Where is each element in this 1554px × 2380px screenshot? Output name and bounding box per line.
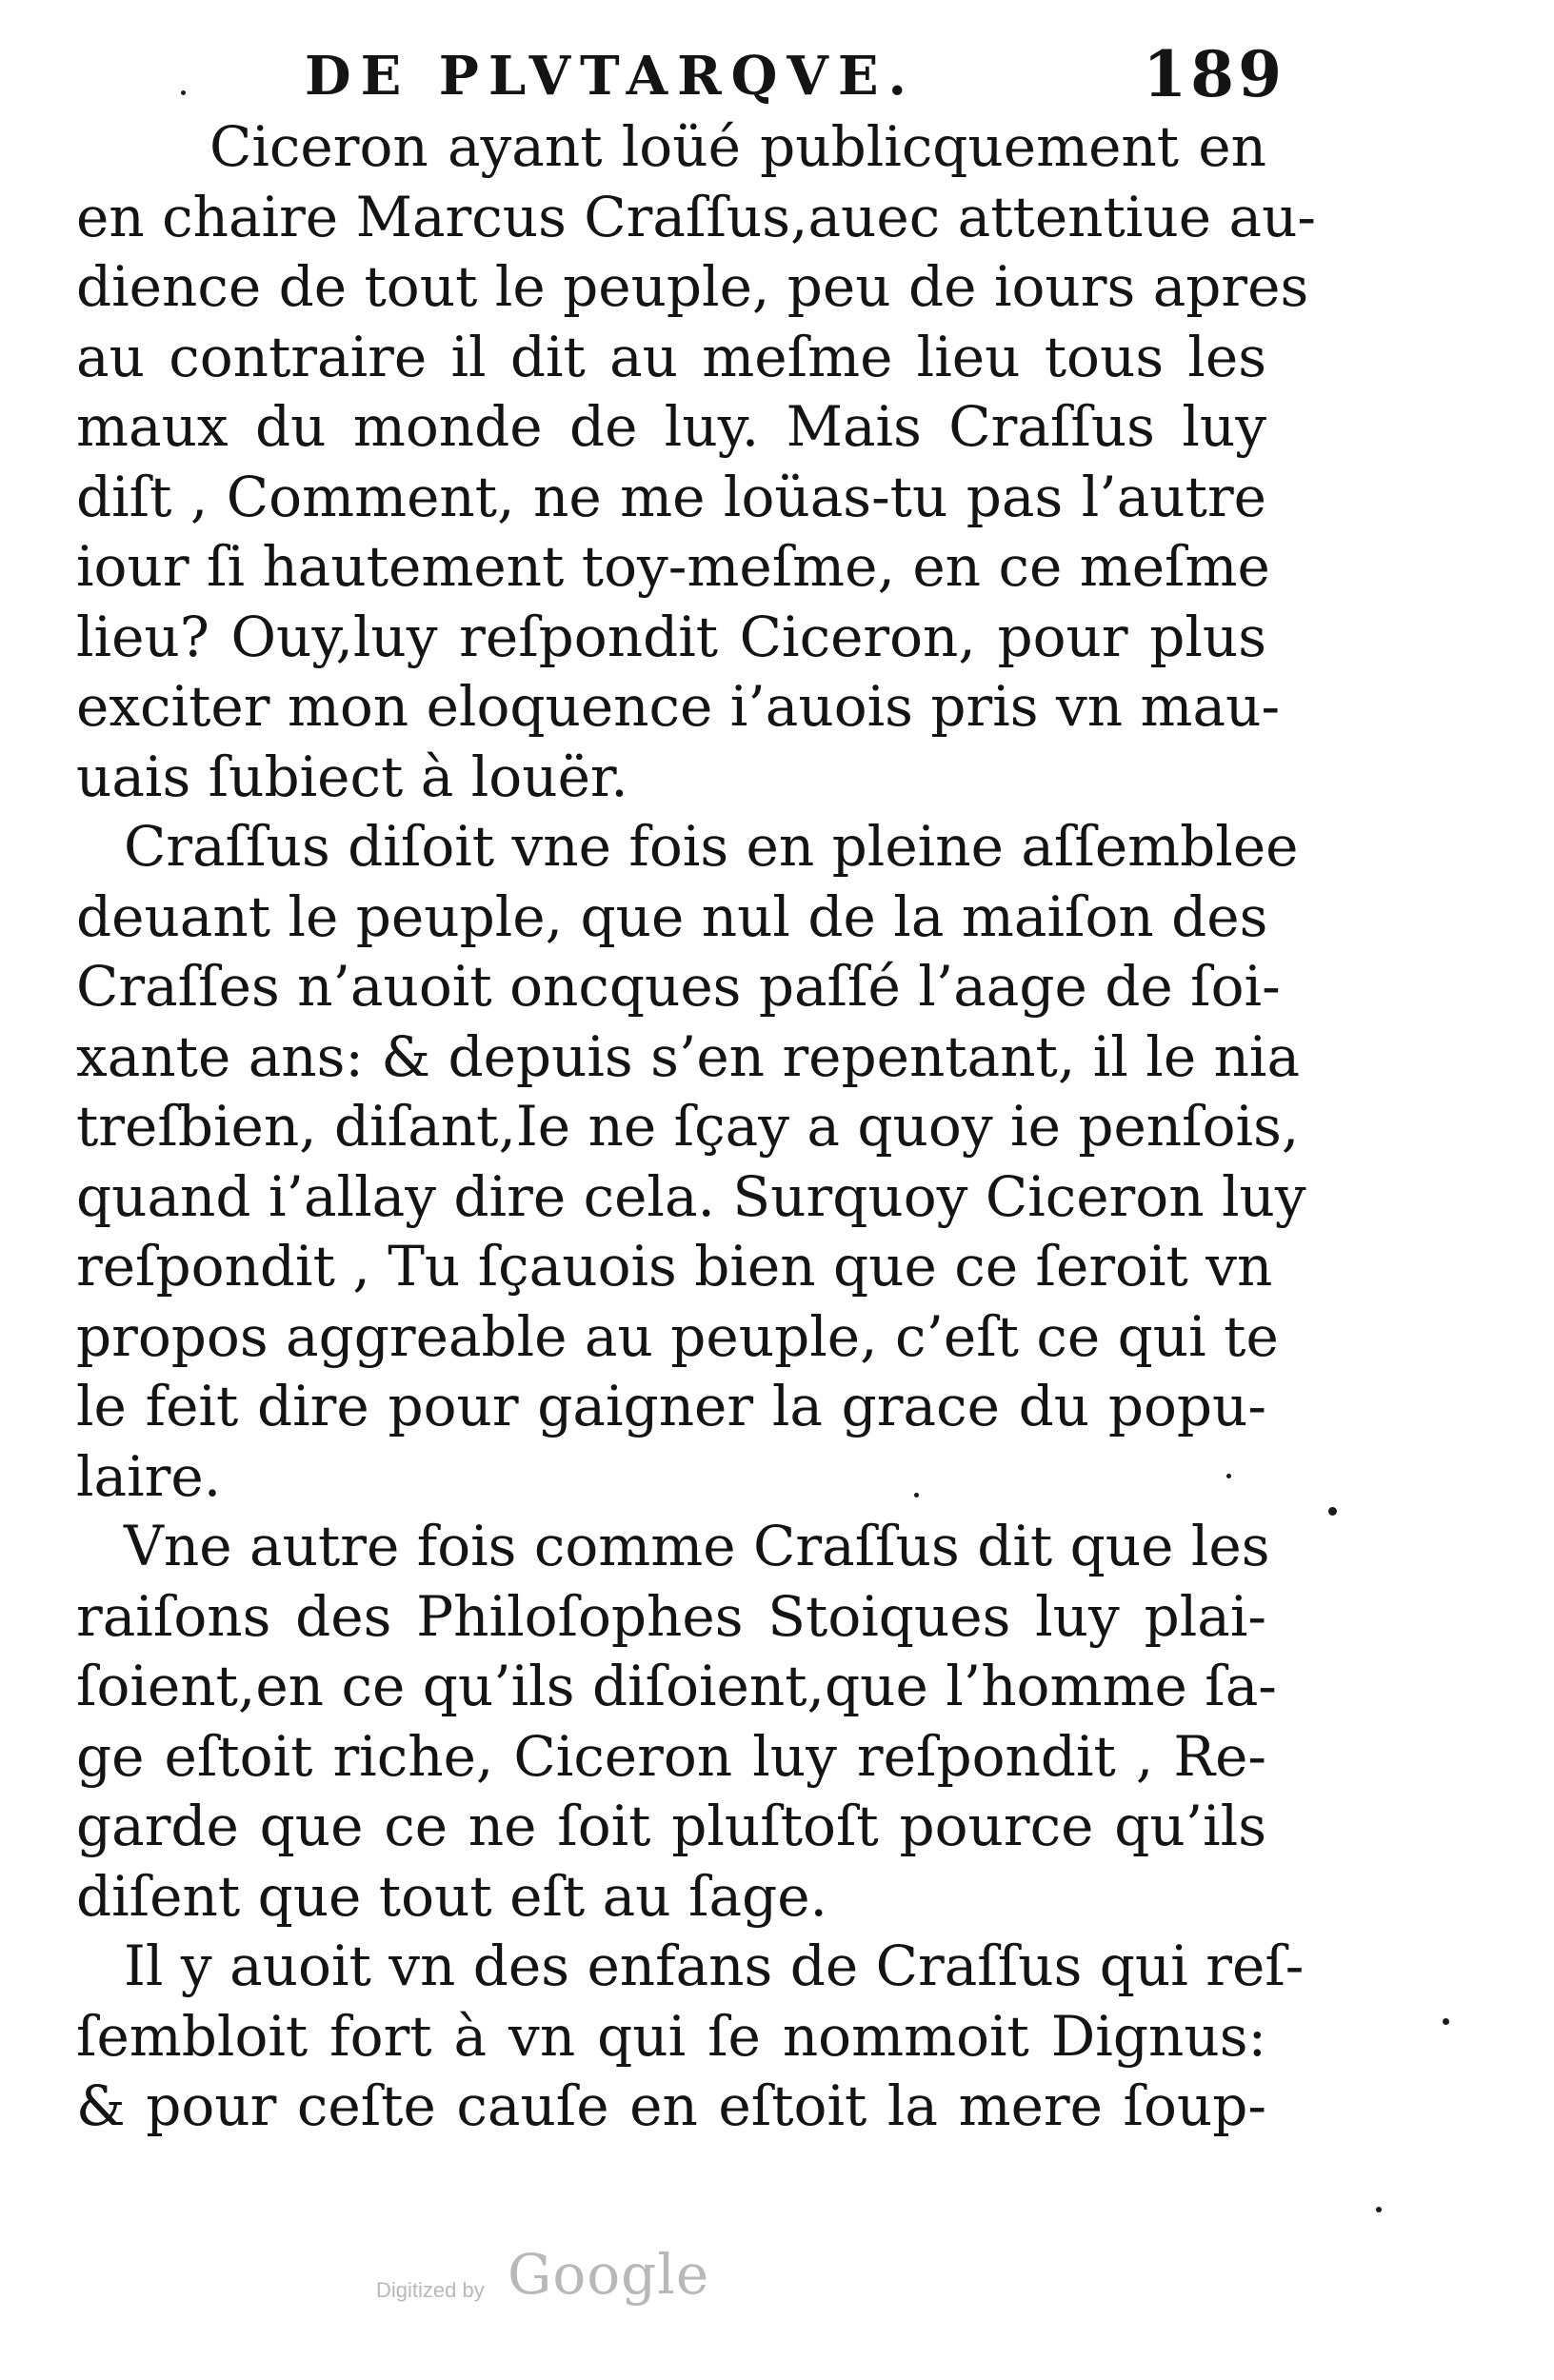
text-line: dience de tout le peuple, peu de iours apres — [76, 254, 1309, 319]
scan-speck — [181, 90, 186, 95]
text-line: Craſſes n’auoit oncques paſſé l’aage de ſoi- — [76, 954, 1281, 1019]
text-line: Craſſus diſoit vne fois en pleine aſſemblee — [124, 814, 1299, 879]
running-title: DE PLVTARQVE. — [305, 45, 917, 108]
text-line: le feit dire pour gaigner la grace du popu- — [76, 1374, 1266, 1438]
running-head — [286, 29, 1295, 114]
text-line: & pour ceſte cauſe en eſtoit la mere ſoup- — [76, 2073, 1266, 2138]
paragraph-4 — [76, 1932, 1305, 2142]
scan-speck — [1376, 2207, 1382, 2212]
text-line: Ciceron ayant loüé publicquement en — [209, 114, 1266, 179]
watermark-prefix: Digitized by — [376, 2278, 485, 2302]
text-line: laire. — [76, 1443, 222, 1509]
paragraph-1 — [76, 112, 1317, 812]
paragraph-2 — [76, 812, 1306, 1512]
text-line: ſembloit fort à vn qui ſe nommoit Dignus: — [76, 2003, 1266, 2069]
text-line: ge eſtoit riche, Ciceron luy reſpondit , Re- — [76, 1723, 1266, 1789]
text-line: maux du monde de luy. Mais Craſſus luy — [76, 394, 1266, 459]
text-line: au contraire il dit au meſme lieu tous les — [76, 324, 1266, 389]
text-line: Il y auoit vn des enfans de Craſſus qui reſ- — [124, 1934, 1305, 1998]
text-line: diſt , Comment, ne me loüas-tu pas l’autre — [76, 464, 1266, 529]
text-line: quand i’allay dire cela. Surquoy Ciceron luy — [76, 1163, 1306, 1229]
scan-speck — [1226, 1474, 1231, 1478]
digitized-watermark — [376, 2242, 757, 2318]
text-line: Vne autre fois comme Craſſus dit que les — [124, 1514, 1270, 1578]
body-text — [76, 112, 1317, 2142]
text-line: uais ſubiect à louër. — [76, 744, 628, 809]
text-line: diſent que tout eſt au ſage. — [76, 1863, 827, 1929]
scan-speck — [1328, 1507, 1337, 1516]
paragraph-3 — [76, 1512, 1277, 1932]
text-line: reſpondit , Tu ſçauois bien que ce ſeroit vn — [76, 1234, 1273, 1299]
google-logo: Google — [508, 2242, 710, 2307]
scan-speck — [1443, 2018, 1449, 2025]
text-line: treſbien, diſant,Ie ne ſçay a quoy ie penſois, — [76, 1094, 1300, 1159]
text-line: xante ans: & depuis s’en repentant, il le nia — [76, 1023, 1301, 1089]
text-line: exciter mon eloquence i’auois pris vn mau- — [76, 674, 1281, 739]
text-line: propos aggreable au peuple, c’eſt ce qui te — [76, 1303, 1279, 1369]
text-line: iour ſi hautement toy-meſme, en ce meſme — [76, 534, 1270, 599]
text-line: garde que ce ne ſoit pluſtoſt pource qu’ils — [76, 1794, 1266, 1858]
scan-speck — [914, 1493, 919, 1497]
text-line: ſoient,en ce qu’ils diſoient,que l’homme ſa- — [76, 1654, 1277, 1718]
page-number: 189 — [1143, 37, 1285, 111]
text-line: deuant le peuple, que nul de la maiſon des — [76, 883, 1268, 949]
text-line: raiſons des Philoſophes Stoiques luy plai- — [76, 1583, 1266, 1649]
text-line: en chaire Marcus Craſſus,auec attentiue au- — [76, 184, 1317, 249]
text-line: lieu? Ouy,luy reſpondit Ciceron, pour plus — [76, 604, 1266, 669]
